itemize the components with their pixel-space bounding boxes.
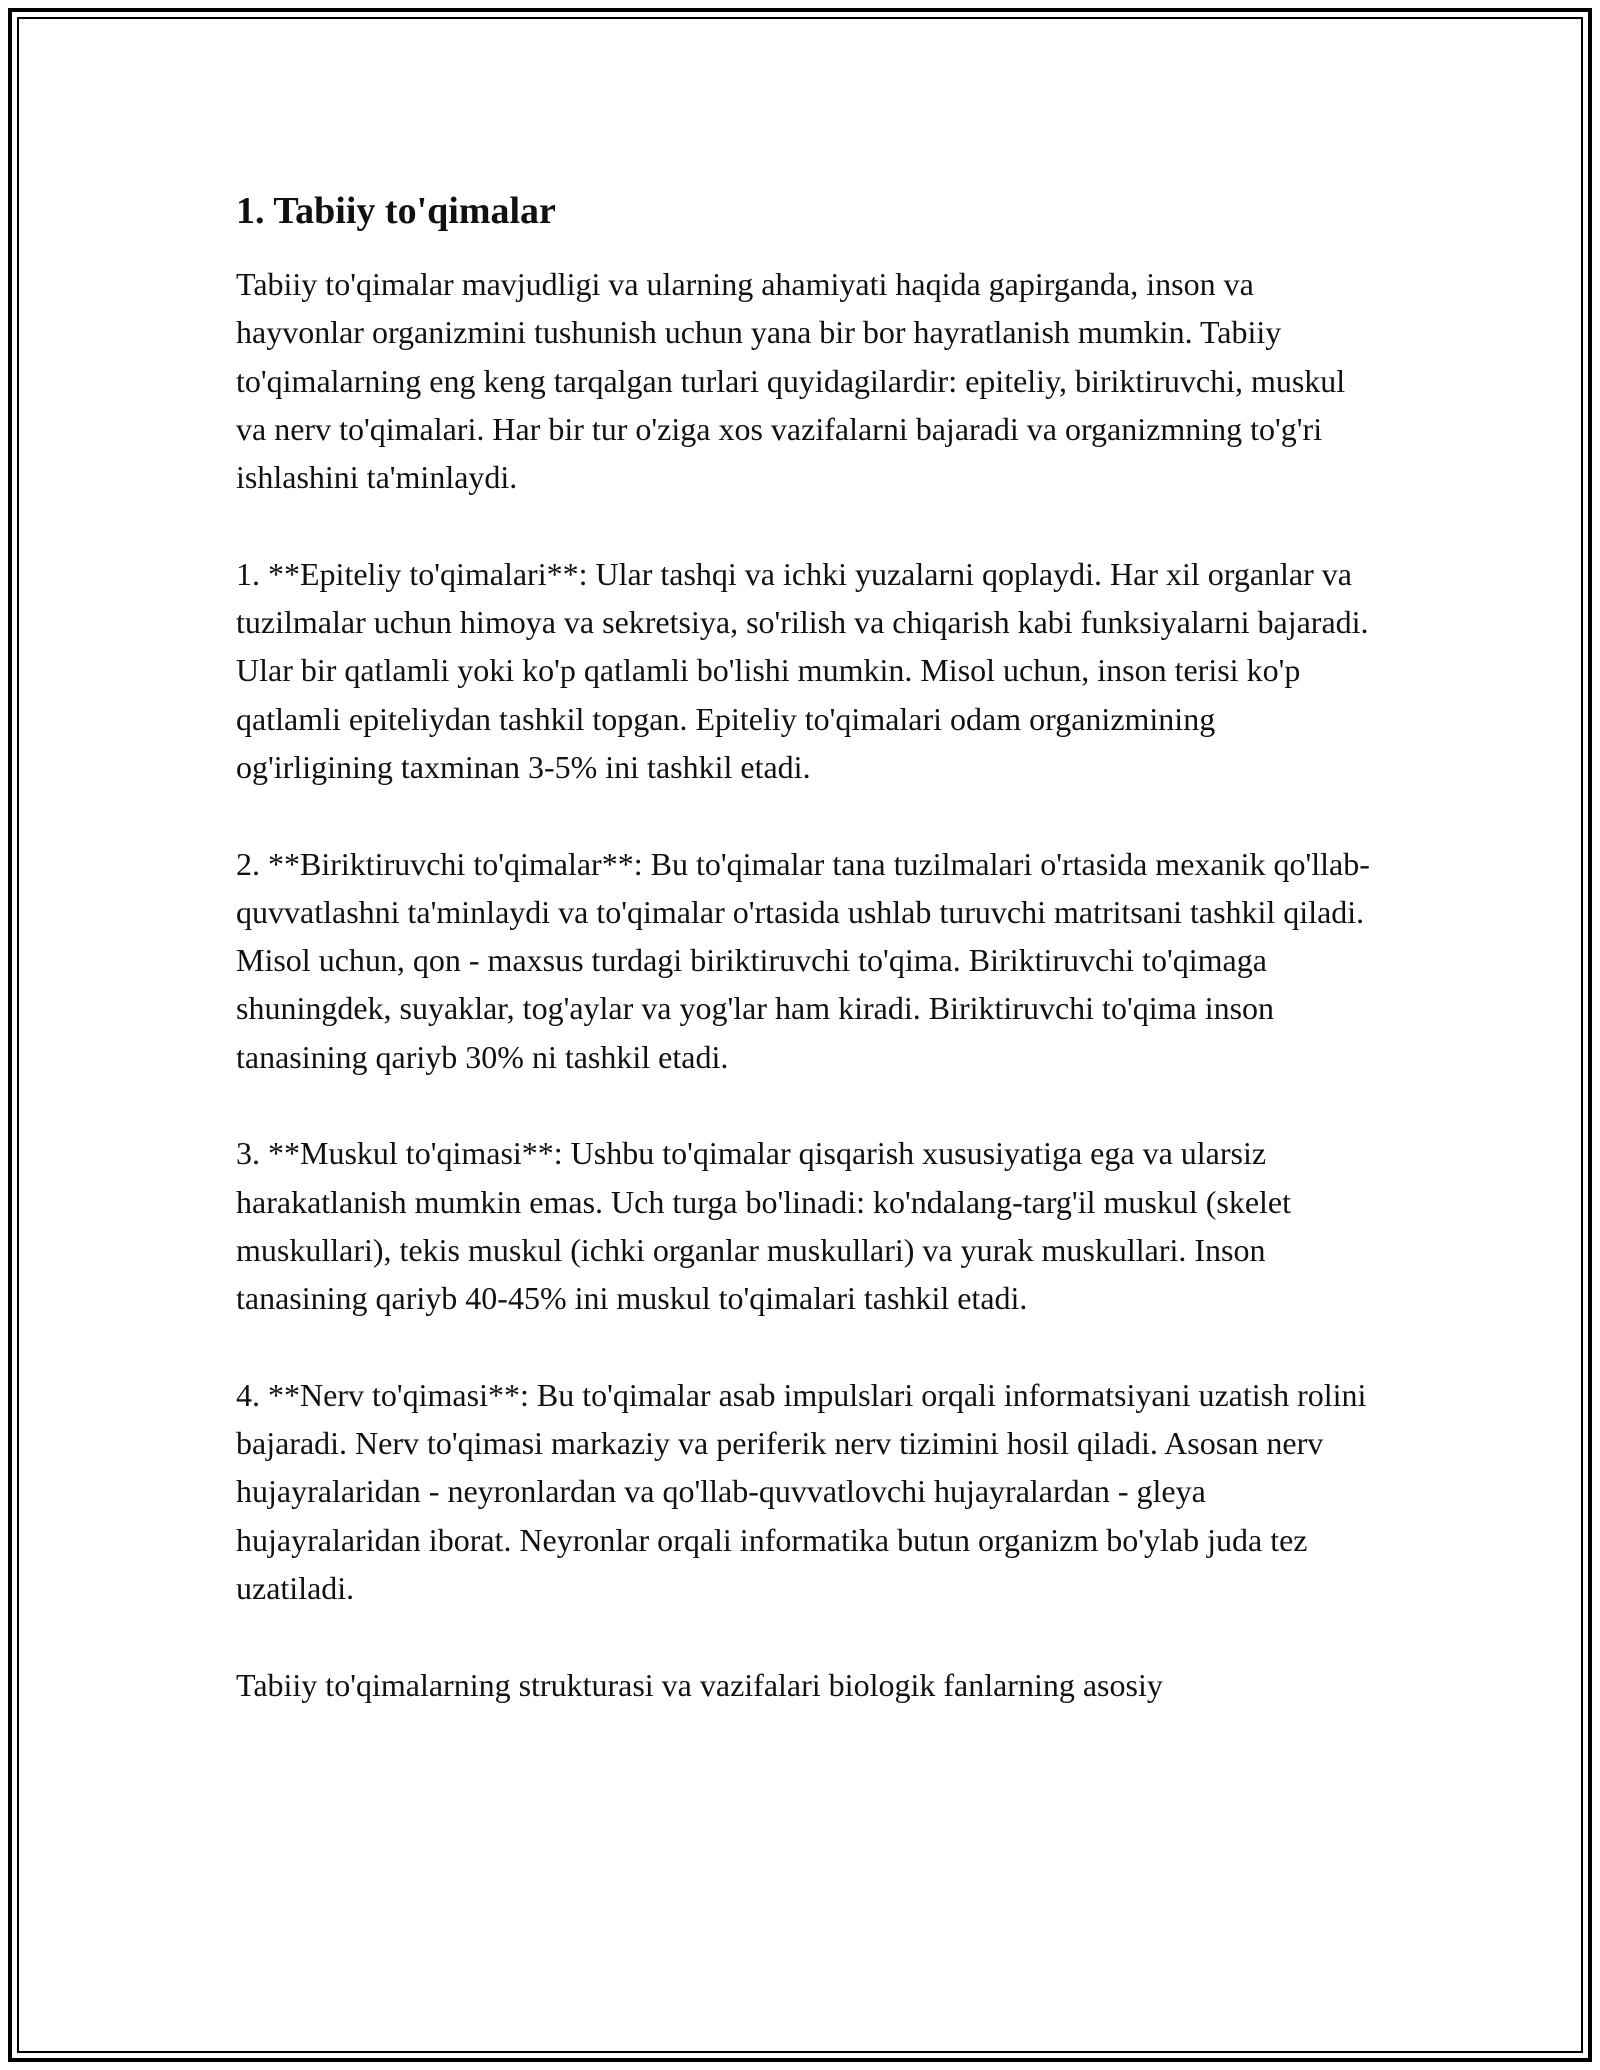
epithelial-tissue-paragraph: 1. **Epiteliy to'qimalari**: Ular tashqi va ichki yuzalarni qoplaydi. Har xil organlar va tuzilmalar uchun himoya va sekretsiya, so'rilish va chiqarish kabi funksiyalarni bajaradi. Ular bir qatlamli yoki ko'p qatlamli bo'lishi mumkin. Misol uchun, inson terisi ko'p qatlamli epiteliydan tashkil topgan. Epiteliy to'qimalari odam organizmining og'irligining taxminan 3-5% ini tashkil etadi.: [236, 555, 1369, 785]
nerve-tissue-paragraph: 4. **Nerv to'qimasi**: Bu to'qimalar asab impulslari orqali informatsiyani uzatish rolini bajaradi. Nerv to'qimasi markaziy va periferik nerv tizimini hosil qiladi. Asosan nerv hujayralaridan - neyronlardan va qo'llab-quvvatlovchi hujayralardan - gleya hujayralaridan iborat. Neyronlar orqali informatika butun organizm bo'ylab juda tez uzatiladi.: [236, 1376, 1367, 1607]
intro-paragraph: Tabiiy to'qimalar mavjudligi va ularning ahamiyati haqida gapirganda, inson va hayvonlar organizmini tushunish uchun yana bir bor hayratlanish mumkin. Tabiiy to'qimalarning eng keng tarqalgan turlari quyidagilardir: epiteliy, biriktiruvchi, muskul va nerv to'qimalari. Har bir tur o'ziga xos vazifalarni bajaradi va organizmning to'g'ri ishlashini ta'minlaydi.: [236, 266, 1346, 496]
document-body: [236, 186, 1376, 1757]
page-title: 1. Tabiiy to'qimalar: [236, 190, 556, 232]
muscle-tissue-paragraph: 3. **Muskul to'qimasi**: Ushbu to'qimalar qisqarish xususiyatiga ega va ularsiz harakatlanish mumkin emas. Uch turga bo'linadi: ko'ndalang-targ'il muskul (skelet muskullari), tekis muskul (ichki organlar muskullari) va yurak muskullari. Inson tanasining qariyb 40-45% ini muskul to'qimalari tashkil etadi.: [236, 1135, 1291, 1317]
closing-paragraph: Tabiiy to'qimalarning strukturasi va vazifalari biologik fanlarning asosiy: [236, 1666, 1163, 1703]
connective-tissue-paragraph: 2. **Biriktiruvchi to'qimalar**: Bu to'qimalar tana tuzilmalari o'rtasida mexanik qo'llab-quvvatlashni ta'minlaydi va to'qimalar o'rtasida ushlab turuvchi matritsani tashkil qiladi. Misol uchun, qon - maxsus turdagi biriktiruvchi to'qima. Biriktiruvchi to'qimaga shuningdek, suyaklar, tog'aylar va yog'lar ham kiradi. Biriktiruvchi to'qima inson tanasining qariyb 30% ni tashkil etadi.: [236, 845, 1370, 1075]
